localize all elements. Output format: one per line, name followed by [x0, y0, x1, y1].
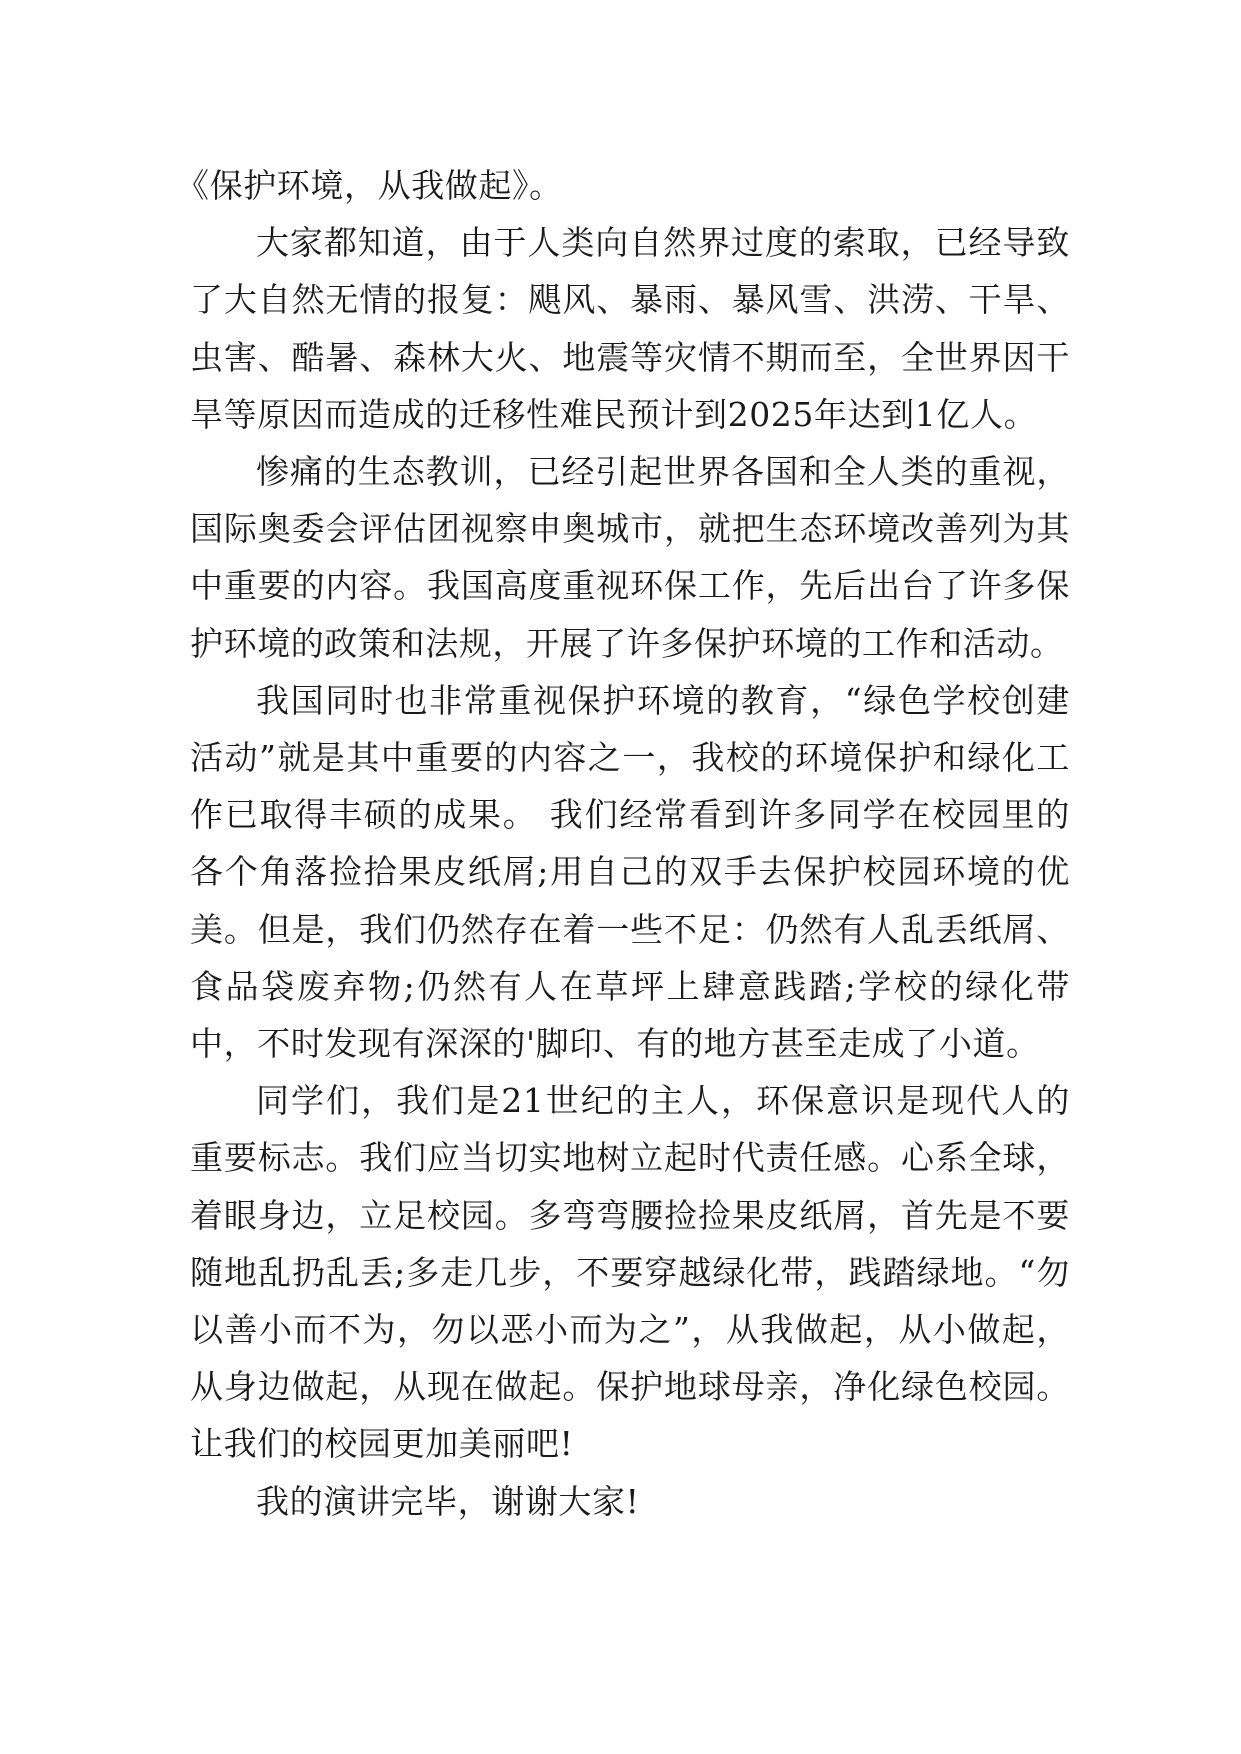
- document-body: [176, 157, 1070, 1530]
- speech-title-line: 《保护环境，从我做起》。: [176, 166, 563, 205]
- paragraph-2: 惨痛的生态教训，已经引起世界各国和全人类的重视，国际奥委会评估团视察申奥城市，就把生态环境改善列为其中重要的内容。我国高度重视环保工作，先后出台了许多保护环境的政策和法规，开展了许多保护环境的工作和活动。: [190, 452, 1070, 663]
- paragraph-3: 我国同时也非常重视保护环境的教育，“绿色学校创建活动”就是其中重要的内容之一，我校的环境保护和绿化工作已取得丰硕的成果。 我们经常看到许多同学在校园里的各个角落捡拾果皮纸屑;用自己的双手去保护校园环境的优美。但是，我们仍然存在着一些不足：仍然有人乱丢纸屑、食品袋废弃物;仍然有人在草坪上肆意践踏;学校的绿化带中，不时发现有深深的'脚印、有的地方甚至走成了小道。: [190, 680, 1070, 1064]
- paragraph-1: 大家都知道，由于人类向自然界过度的索取，已经导致了大自然无情的报复：飓风、暴雨、暴风雪、洪涝、干旱、虫害、酷暑、森林大火、地震等灾情不期而至，全世界因干旱等原因而造成的迁移性难民预计到2025年达到1亿人。: [190, 223, 1070, 434]
- paragraph-5-closing: 我的演讲完毕，谢谢大家!: [256, 1481, 640, 1521]
- paragraph-4: 同学们，我们是21世纪的主人，环保意识是现代人的重要标志。我们应当切实地树立起时代责任感。心系全球，着眼身边，立足校园。多弯弯腰捡捡果皮纸屑，首先是不要随地乱扔乱丢;多走几步，不要穿越绿化带，践踏绿地。“勿以善小而不为，勿以恶小而为之”，从我做起，从小做起，从身边做起，从现在做起。保护地球母亲，净化绿色校园。让我们的校园更加美丽吧!: [190, 1081, 1070, 1464]
